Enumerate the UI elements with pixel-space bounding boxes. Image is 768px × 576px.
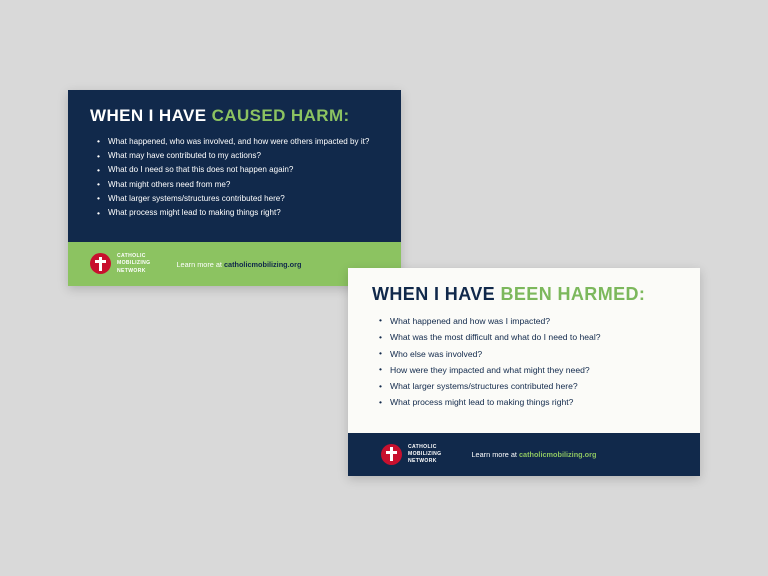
red-circle-cross-icon bbox=[90, 253, 111, 274]
list-item: • What might others need from me? bbox=[106, 179, 381, 191]
card-title-lead: WHEN I HAVE bbox=[90, 106, 212, 125]
logo-line-3: NETWORK bbox=[117, 267, 146, 274]
list-item: • What process might lead to making things right? bbox=[106, 207, 381, 219]
card-title bbox=[90, 107, 381, 125]
card-been-harmed bbox=[348, 268, 700, 476]
card-title-accent: CAUSED HARM: bbox=[211, 106, 350, 125]
card-caused-harm bbox=[68, 90, 401, 286]
logo-text bbox=[408, 444, 442, 465]
logo-line-2: MOBILIZING bbox=[408, 450, 442, 457]
question-list bbox=[372, 315, 680, 410]
list-item: • What was the most difficult and what do I need to heal? bbox=[388, 331, 680, 344]
card-title bbox=[372, 285, 680, 304]
logo-line-2: MOBILIZING bbox=[117, 260, 151, 267]
list-item: • How were they impacted and what might they need? bbox=[388, 364, 680, 377]
logo-line-1: CATHOLIC bbox=[408, 443, 437, 450]
card-title-lead: WHEN I HAVE bbox=[372, 284, 501, 304]
logo bbox=[381, 444, 442, 465]
card-footer bbox=[348, 433, 700, 476]
card-title-accent: BEEN HARMED: bbox=[500, 284, 646, 304]
website-url[interactable]: catholicmobilizing.org bbox=[223, 259, 302, 269]
list-item: • What larger systems/structures contributed here? bbox=[106, 193, 381, 205]
card-body bbox=[68, 90, 401, 227]
list-item: • What happened and how was I impacted? bbox=[388, 315, 680, 328]
list-item: • Who else was involved? bbox=[388, 348, 680, 361]
website-url[interactable]: catholicmobilizing.org bbox=[518, 450, 597, 459]
red-circle-cross-icon bbox=[381, 444, 402, 465]
learn-more bbox=[472, 450, 597, 459]
logo-line-3: NETWORK bbox=[408, 458, 437, 464]
logo bbox=[90, 253, 151, 274]
learn-more bbox=[177, 260, 302, 269]
learn-more-label: Learn more at bbox=[471, 450, 519, 459]
logo-line-1: CATHOLIC bbox=[117, 253, 146, 260]
list-item: • What happened, who was involved, and how were others impacted by it? bbox=[106, 136, 381, 148]
list-item: • What process might lead to making things right? bbox=[388, 396, 680, 409]
logo-text bbox=[117, 253, 151, 274]
list-item: • What may have contributed to my actions? bbox=[106, 150, 381, 162]
card-body bbox=[348, 268, 700, 419]
learn-more-label: Learn more at bbox=[176, 259, 224, 269]
question-list bbox=[90, 136, 381, 219]
list-item: • What larger systems/structures contributed here? bbox=[388, 380, 680, 393]
list-item: • What do I need so that this does not happen again? bbox=[106, 164, 381, 176]
